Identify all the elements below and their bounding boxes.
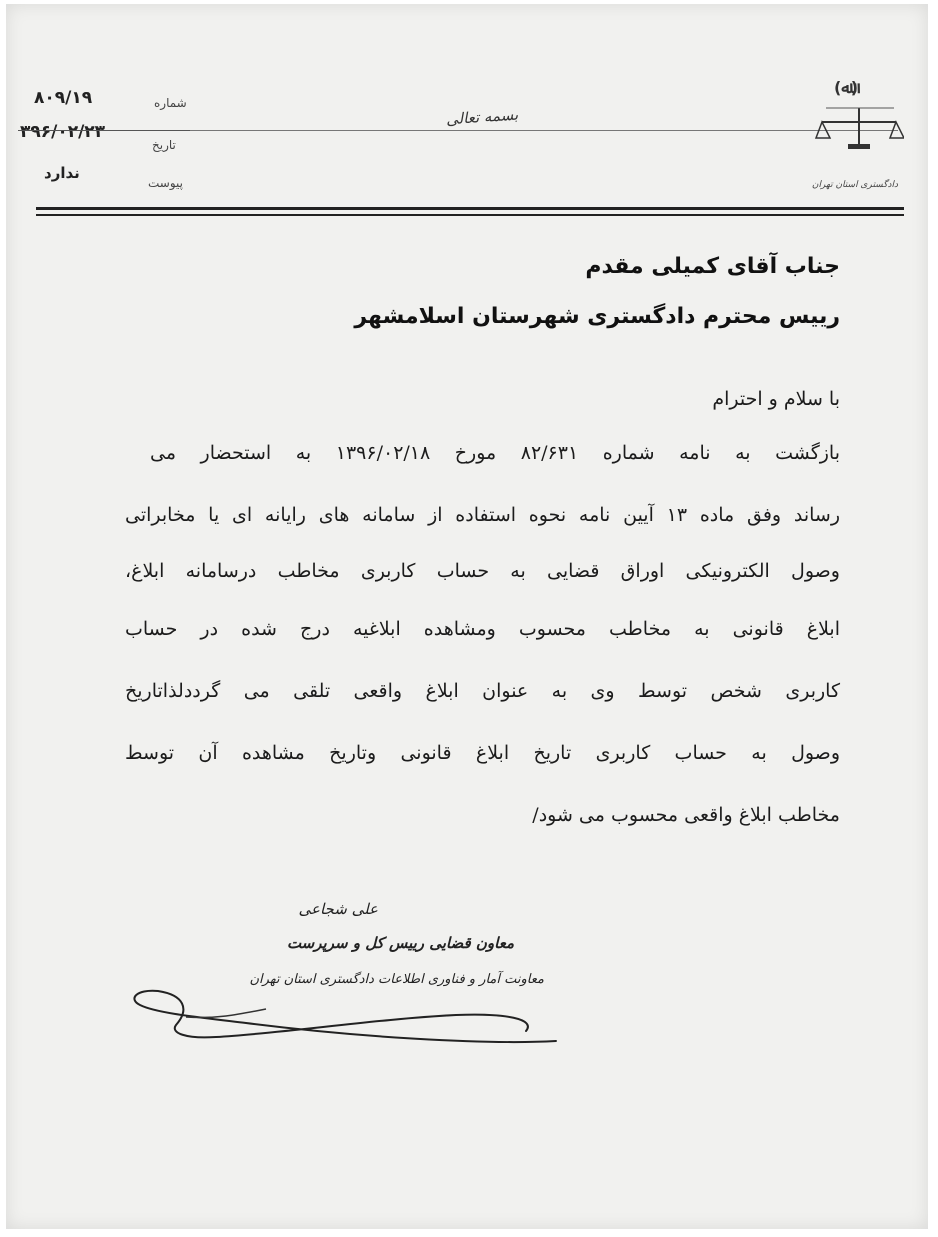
label-attachment: پیوست — [148, 176, 183, 190]
issuer-name: دادگستری استان تهران — [811, 180, 898, 190]
scales-icon — [814, 100, 904, 180]
signatory-department: معاونت آمار و فناوری اطلاعات دادگستری استان تهران — [249, 972, 544, 987]
signatory-title: معاون قضایی رییس کل و سرپرست — [286, 934, 514, 952]
body-line: رساند وفق ماده ۱۳ آیین نامه نحوه استفاده از سامانه های رایانه ای یا مخابراتی — [125, 504, 840, 526]
body-line: بازگشت به نامه شماره ۸۲/۶۳۱ مورخ ۱۳۹۶/۰۲/۱۸ به استحضار می — [150, 442, 841, 464]
bismillah-heading: بسمه تعالی — [445, 105, 519, 129]
header-separator-top — [36, 207, 904, 210]
greeting: با سلام و احترام — [712, 388, 840, 410]
addressee-title: رییس محترم دادگستری شهرستان اسلامشهر — [354, 304, 840, 329]
judiciary-emblem — [814, 74, 904, 174]
body-line: مخاطب ابلاغ واقعی محسوب می شود/ — [532, 804, 840, 826]
header-separator-bottom — [36, 214, 904, 216]
body-line: ابلاغ قانونی به مخاطب محسوب ومشاهده ابلاغیه درج شده در حساب — [125, 618, 840, 640]
letter-date: ۳۹۶/۰۲/۲۳ — [20, 122, 106, 142]
label-number: شماره — [154, 96, 187, 110]
date-rule — [18, 130, 190, 131]
letter-number: ۸۰۹/۱۹ — [34, 88, 93, 108]
emblem-text: (ﷲ) — [834, 78, 858, 97]
signatory-name: علی شجاعی — [298, 900, 378, 918]
letter-page — [6, 4, 928, 1229]
body-line: وصول الکترونیکی اوراق قضایی به حساب کاربری مخاطب درسامانه ابلاغ، — [125, 560, 840, 582]
addressee-name: جناب آقای کمیلی مقدم — [585, 254, 840, 279]
body-line: کاربری شخص توسط وی به عنوان ابلاغ واقعی تلقی می گرددلذاتاریخ — [125, 680, 840, 702]
handwritten-signature — [126, 979, 566, 1054]
header-thin-rule — [190, 130, 898, 131]
label-date: تاریخ — [152, 138, 176, 152]
body-line: وصول به حساب کاربری تاریخ ابلاغ قانونی وتاریخ مشاهده آن توسط — [125, 742, 840, 764]
letter-attachment: ندارد — [44, 164, 80, 182]
